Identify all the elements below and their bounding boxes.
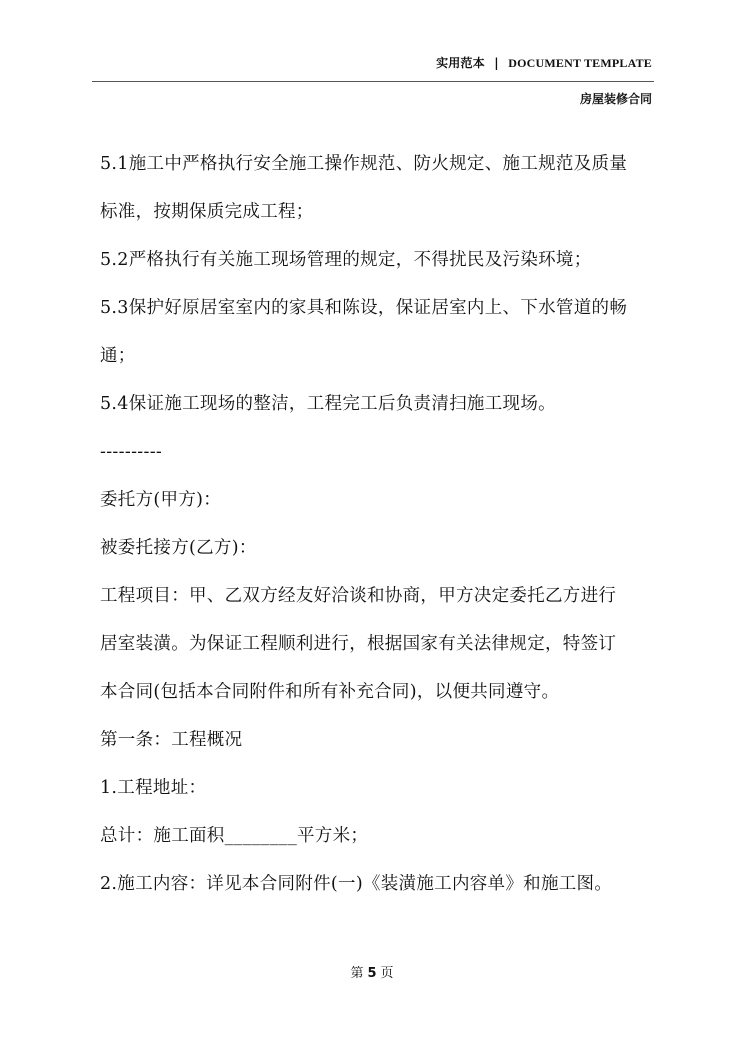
- body-line: 工程项目：甲、乙双方经友好洽谈和协商，甲方决定委托乙方进行: [100, 586, 617, 606]
- section-separator: ----------: [100, 442, 163, 462]
- body-line: 委托方(甲方)：: [100, 490, 222, 510]
- body-line: 通；: [100, 346, 136, 366]
- page-footer: [0, 962, 744, 981]
- header-separator: |: [494, 56, 499, 70]
- body-line: 2.施工内容：详见本合同附件(一)《装潢施工内容单》和施工图。: [100, 874, 613, 894]
- header-brand-cn: 实用范本: [436, 56, 485, 70]
- header-divider: [92, 81, 654, 82]
- body-line: 被委托接方(乙方)：: [100, 538, 257, 558]
- body-line: 5.4保证施工现场的整洁，工程完工后负责清扫施工现场。: [100, 394, 556, 414]
- body-line: 5.2严格执行有关施工现场管理的规定，不得扰民及污染环境；: [100, 250, 592, 270]
- header-brand-en: DOCUMENT TEMPLATE: [508, 56, 652, 70]
- body-line: 本合同(包括本合同附件和所有补充合同)，以便共同遵守。: [100, 682, 560, 702]
- header-brand-line: [436, 54, 652, 71]
- document-title: 房屋装修合同: [579, 92, 652, 106]
- body-line: 5.3保护好原居室室内的家具和陈设，保证居室内上、下水管道的畅: [100, 298, 628, 318]
- footer-prefix: 第: [350, 966, 364, 981]
- section-heading: 第一条：工程概况: [100, 730, 243, 750]
- body-line: 居室装潢。为保证工程顺利进行，根据国家有关法律规定，特签订: [100, 634, 617, 654]
- body-line: 5.1施工中严格执行安全施工操作规范、防火规定、施工规范及质量: [100, 154, 628, 174]
- body-line: 总计：施工面积________平方米；: [100, 826, 369, 846]
- page-number: 5: [367, 966, 377, 981]
- body-line: 标准，按期保质完成工程；: [100, 202, 314, 222]
- body-line: 1.工程地址：: [100, 778, 207, 798]
- footer-suffix: 页: [380, 966, 394, 981]
- document-body: [100, 140, 660, 908]
